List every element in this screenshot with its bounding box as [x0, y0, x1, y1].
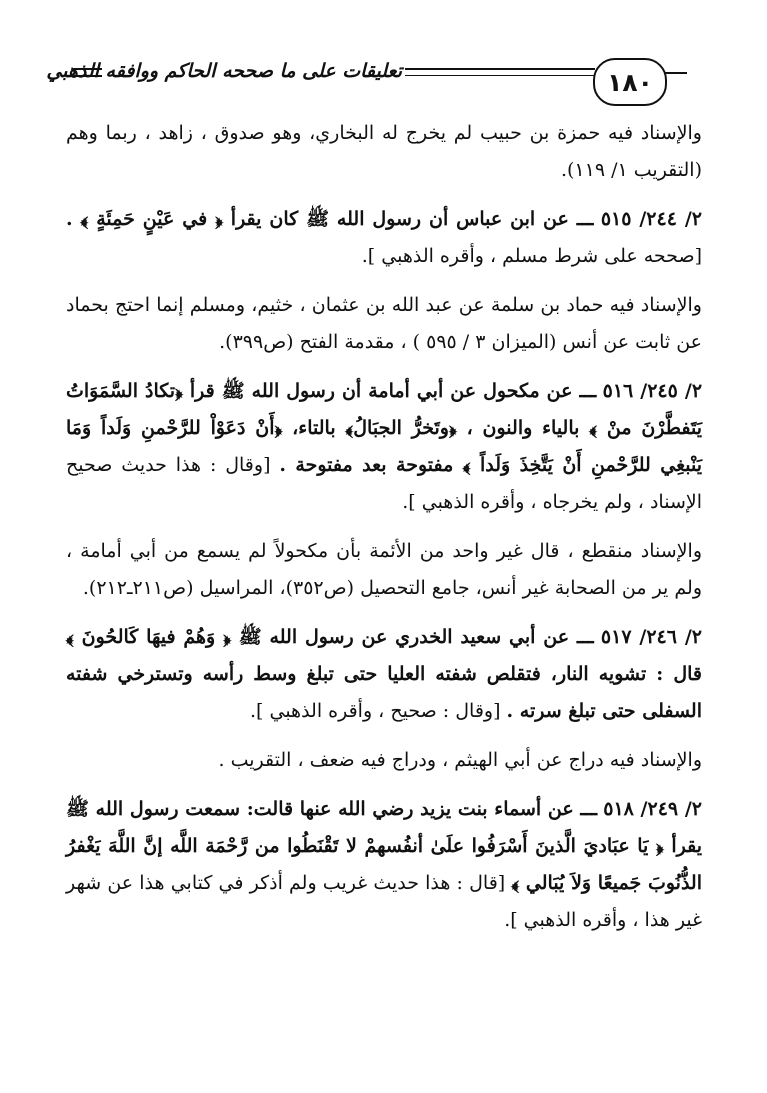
- page-number: ١٨٠: [593, 58, 667, 106]
- isnad-text: والإسناد فيه حماد بن سلمة عن عبد الله بن عثمان ، خثيم، ومسلم إنما احتج بحماد عن ثابت عن أنس (الميزان ٣ / ٥٩٥ ) ، مقدمة الفتح (ص٣٩٩).: [66, 294, 702, 353]
- hadith-comment: [وقال : هذا حديث صحيح الإسناد ، ولم يخرجاه ، وأقره الذهبي ].: [66, 454, 702, 513]
- header-rule-right-bottom: [405, 75, 595, 76]
- isnad-note: [66, 533, 702, 607]
- hadith-entry: [66, 791, 702, 939]
- hadith-entry: [66, 373, 702, 521]
- hadith-text: ـــ عن أبي سعيد الخدري عن رسول الله ﷺ ﴿ وَهُمْ فيهَا كَالحُونَ ﴾ قال : تشويه النار، فتقلص شفته العليا حتى تبلغ وسط رأسه وتسترخي شفته السفلى حتى تبلغ سرته .: [66, 626, 702, 722]
- isnad-note: [66, 287, 702, 361]
- hadith-comment: [وقال : صحيح ، وأقره الذهبي ].: [250, 700, 501, 722]
- hadith-comment: [قال : هذا حديث غريب ولم أذكر في كتابي هذا عن شهر غير هذا ، وأقره الذهبي ].: [66, 872, 702, 931]
- isnad-text: والإسناد فيه حمزة بن حبيب لم يخرج له البخاري، وهو صدوق ، زاهد ، ربما وهم (التقريب ١/ ١١٩).: [66, 122, 702, 181]
- hadith-reference: ٢/ ٢٤٤/ ٥١٥: [600, 208, 702, 230]
- isnad-text: والإسناد منقطع ، قال غير واحد من الأئمة بأن مكحولاً لم يسمع من أبي أمامة ، ولم ير من الصحابة غير أنس، جامع التحصيل (ص٣٥٢)، المراسيل (ص٢١١ـ٢١٢).: [66, 540, 702, 599]
- hadith-entry: [66, 201, 702, 275]
- page-header: [0, 48, 767, 108]
- isnad-note: [66, 115, 702, 189]
- header-rule-tail: [663, 72, 687, 74]
- hadith-reference: ٢/ ٢٤٩/ ٥١٨: [603, 798, 702, 820]
- page-body: [66, 115, 702, 951]
- isnad-note: [66, 742, 702, 779]
- isnad-text: والإسناد فيه دراج عن أبي الهيثم ، ودراج فيه ضعف ، التقريب .: [218, 749, 702, 771]
- hadith-text: ـــ عن مكحول عن أبي أمامة أن رسول الله ﷺ قرأ ﴿تكادُ السَّمَوَاتُ يَتَفطَّرْنَ منْ ﴾ بالياء والنون ، ﴿وتَخرُّ الجبَالُ﴾ بالتاء، ﴿أَنْ دَعَوْاْ للرَّحْمنِ وَلَداً وَمَا يَنْبغِي للرَّحْمنِ أَنْ يَتَّخِذَ وَلَداً ﴾ مفتوحة بعد مفتوحة .: [66, 380, 702, 476]
- hadith-entry: [66, 619, 702, 730]
- hadith-text: ـــ عن أسماء بنت يزيد رضي الله عنها قالت: سمعت رسول الله ﷺ يقرأ ﴿ يَا عبَاديَ الَّذينَ أَسْرَفُوا علَىٰ أنفُسهمْ لا تَقْنَطُوا من رَّحْمَة اللَّه إنَّ اللَّهَ يَغْفرُ الذُّنُوبَ جَميعًا وَلاَ يُبَالي ﴾: [66, 798, 702, 894]
- hadith-reference: ٢/ ٢٤٥/ ٥١٦: [602, 380, 703, 402]
- hadith-reference: ٢/ ٢٤٦/ ٥١٧: [600, 626, 702, 648]
- hadith-comment: [صححه على شرط مسلم ، وأقره الذهبي ].: [361, 245, 702, 267]
- running-title: تعليقات على ما صححه الحاكم ووافقه الذهبي: [46, 60, 402, 82]
- header-rule-right-top: [405, 68, 595, 70]
- hadith-text: ـــ عن ابن عباس أن رسول الله ﷺ كان يقرأ ﴿ في عَيْنٍ حَمِئَةٍ ﴾ .: [66, 208, 594, 230]
